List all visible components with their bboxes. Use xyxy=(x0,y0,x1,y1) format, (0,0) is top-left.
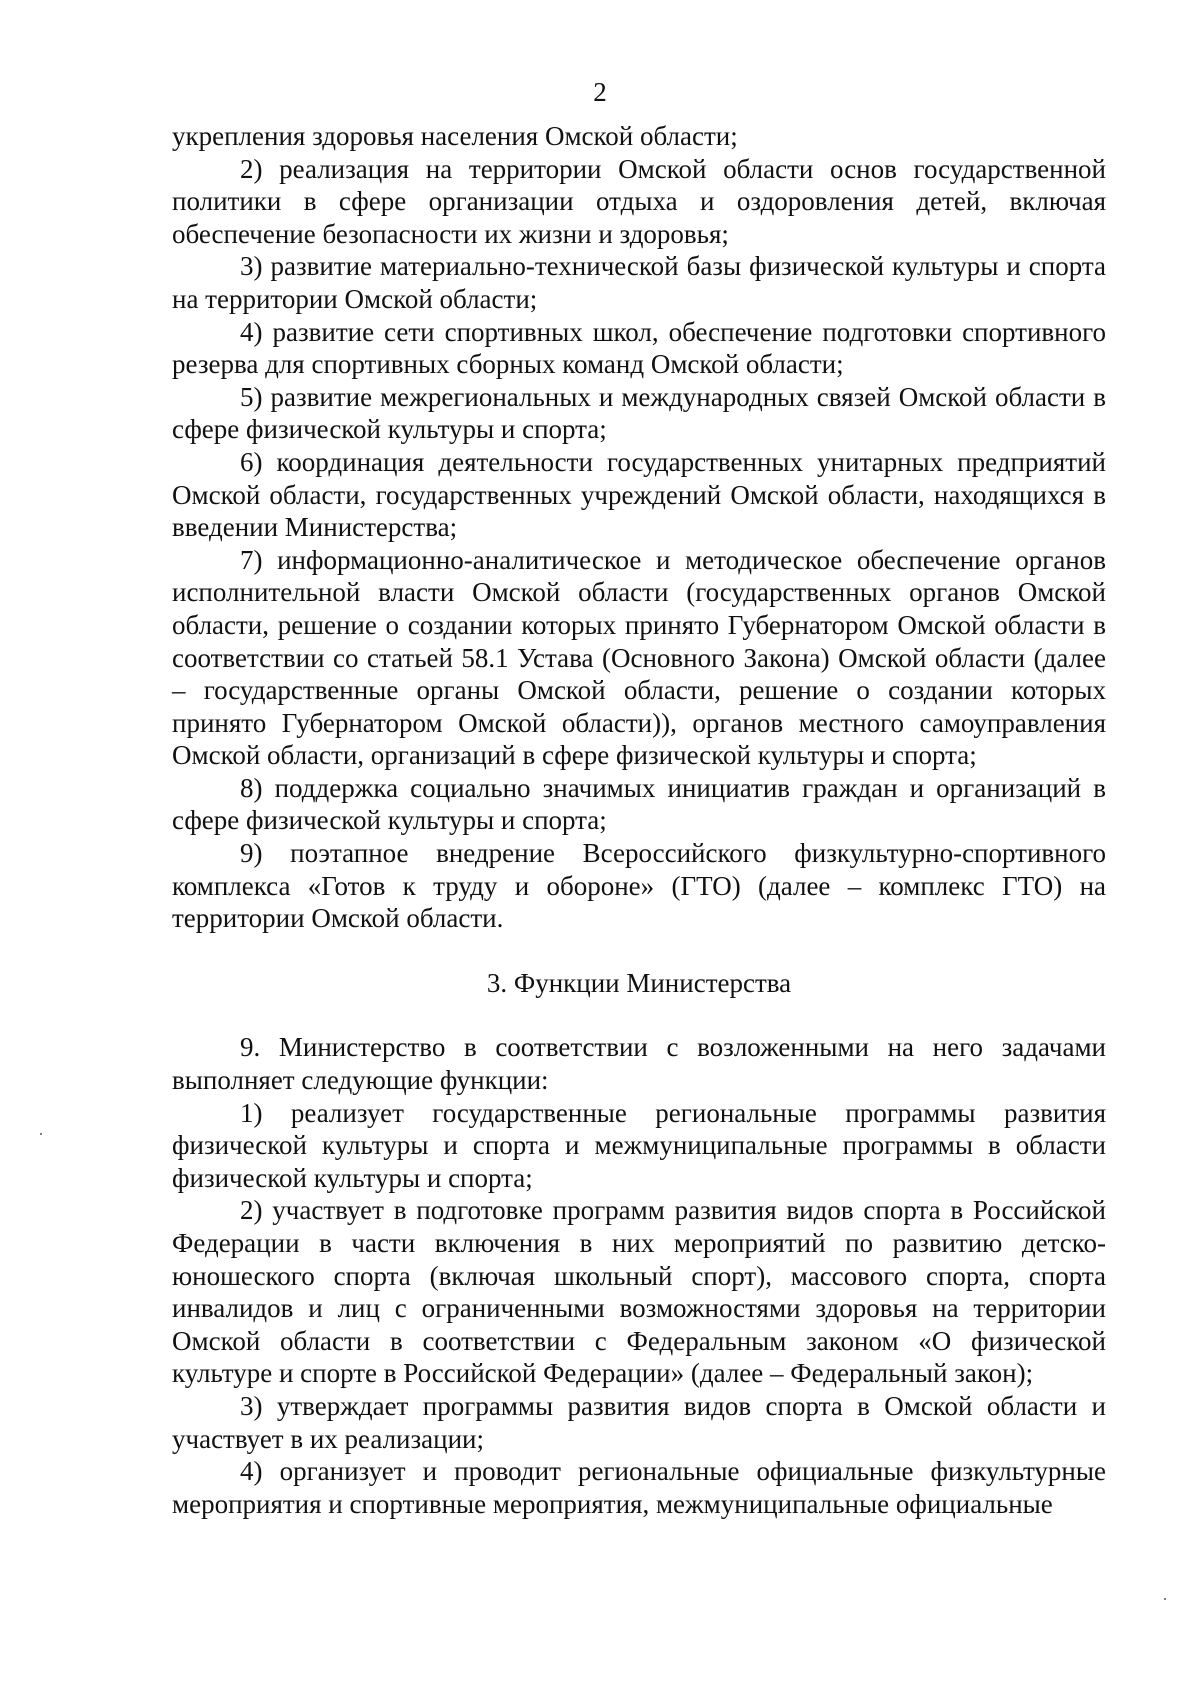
paragraph-item-2: 2) реализация на территории Омской области основ государственной политики в сфере организации отдыха и оздоровления детей, включая обеспечение безопасности их жизни и здоровья; xyxy=(172,153,1106,249)
paragraph-item-4: 4) развитие сети спортивных школ, обеспечение подготовки спортивного резерва для спортивных сборных команд Омской области; xyxy=(172,316,1106,380)
paragraph-function-2: 2) участвует в подготовке программ развития видов спорта в Российской Федерации в части включения в них мероприятий по развитию детско-юношеского спорта (включая школьный спорт), массового спорта, спорта инвалидов и лиц с ограниченными возможностями здоровья на территории Омской области в соответствии с Федеральным законом «О физической культуре и спорте в Российской Федерации» (далее – Федеральный закон); xyxy=(172,1195,1106,1389)
paragraph-function-4: 4) организует и проводит региональные официальные физкультурные мероприятия и спортивные мероприятия, межмуниципальные официальные xyxy=(172,1456,1106,1519)
paragraph-item-5: 5) развитие межрегиональных и международных связей Омской области в сфере физической культуры и спорта; xyxy=(172,381,1106,445)
document-body xyxy=(172,120,1106,1520)
paragraph-item-9: 9) поэтапное внедрение Всероссийского физкультурно-спортивного комплекса «Готов к труду и обороне» (ГТО) (далее – комплекс ГТО) на территории Омской области. xyxy=(172,838,1106,934)
paragraph-item-3: 3) развитие материально-технической базы физической культуры и спорта на территории Омской области; xyxy=(172,251,1106,314)
paragraph-item-6: 6) координация деятельности государственных унитарных предприятий Омской области, государственных учреждений Омской области, находящихся в введении Министерства; xyxy=(172,446,1106,543)
scan-speck xyxy=(1164,1598,1166,1600)
page-number: 2 xyxy=(593,77,607,107)
paragraph-item-7: 7) информационно-аналитическое и методическое обеспечение органов исполнительной власти Омской области (государственных органов Омской области, решение о создании которых принято Губернатором Омской области в соответствии со статьей 58.1 Устава (Основного Закона) Омской области (далее – государственные органы Омской области, решение о создании которых принято Губернатором Омской области)), органов местного самоуправления Омской области, организаций в сфере физической культуры и спорта; xyxy=(172,544,1106,771)
paragraph-function-1: 1) реализует государственные региональные программы развития физической культуры и спорта и межмуниципальные программы в области физической культуры и спорта; xyxy=(172,1097,1106,1193)
paragraph-functions-intro: 9. Министерство в соответствии с возложенными на него задачами выполняет следующие функции: xyxy=(172,1032,1106,1096)
paragraph-function-3: 3) утверждает программы развития видов спорта в Омской области и участвует в их реализации; xyxy=(172,1390,1106,1454)
section-heading: 3. Функции Министерства xyxy=(486,967,792,998)
paragraph-continuation: укрепления здоровья населения Омской области; xyxy=(172,121,738,151)
scan-speck xyxy=(40,1133,42,1135)
paragraph-item-8: 8) поддержка социально значимых инициатив граждан и организаций в сфере физической культуры и спорта; xyxy=(172,772,1106,836)
